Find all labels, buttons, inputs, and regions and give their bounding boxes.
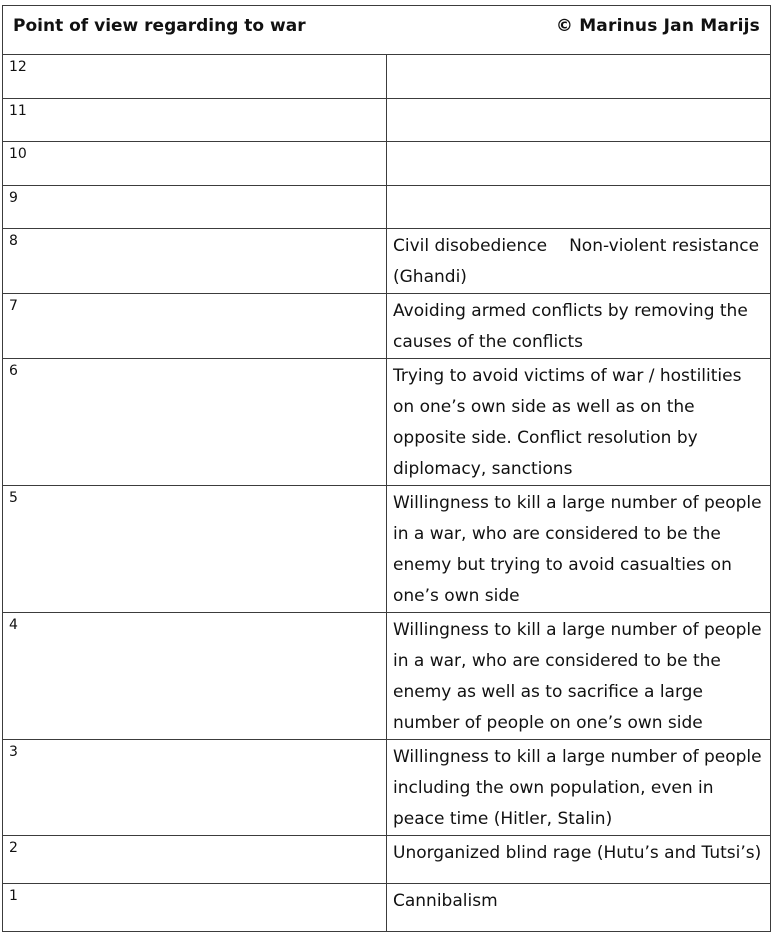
level-description-part2: Non-violent resistance (Ghandi) xyxy=(393,236,760,287)
level-number: 1 xyxy=(3,884,387,932)
document xyxy=(2,5,771,932)
level-description: Trying to avoid victims of war / hostilities on one’s own side as well as on the opposite side. Conflict resolution by diplomacy, sanctions xyxy=(387,359,771,486)
level-number: 4 xyxy=(3,613,387,740)
level-number: 10 xyxy=(3,142,387,186)
level-description: Cannibalism xyxy=(387,884,771,932)
table-row xyxy=(3,884,771,932)
table-row xyxy=(3,613,771,740)
war-viewpoint-table xyxy=(2,5,771,932)
level-description xyxy=(387,99,771,142)
level-number: 9 xyxy=(3,186,387,229)
level-number: 5 xyxy=(3,486,387,613)
level-description: Willingness to kill a large number of people in a war, who are considered to be the enemy but trying to avoid casualties on one’s own side xyxy=(387,486,771,613)
table-title: Point of view regarding to war xyxy=(13,16,306,36)
table-row xyxy=(3,359,771,486)
table-row xyxy=(3,99,771,142)
level-number: 6 xyxy=(3,359,387,486)
level-description xyxy=(387,142,771,186)
level-description-part1: Civil disobedience xyxy=(393,236,548,256)
level-number: 7 xyxy=(3,294,387,359)
level-number: 11 xyxy=(3,99,387,142)
level-description xyxy=(387,55,771,99)
level-description: Unorganized blind rage (Hutu’s and Tutsi’s) xyxy=(387,836,771,884)
level-number: 8 xyxy=(3,229,387,294)
table-row xyxy=(3,836,771,884)
level-description xyxy=(387,186,771,229)
level-description: Willingness to kill a large number of people including the own population, even in peace time (Hitler, Stalin) xyxy=(387,740,771,836)
table-row xyxy=(3,55,771,99)
level-description xyxy=(387,229,771,294)
level-description: Willingness to kill a large number of people in a war, who are considered to be the enemy as well as to sacrifice a large number of people on one’s own side xyxy=(387,613,771,740)
table-row xyxy=(3,229,771,294)
header-cell xyxy=(3,6,771,55)
table-row xyxy=(3,186,771,229)
level-number: 3 xyxy=(3,740,387,836)
copyright-notice: © Marinus Jan Marijs xyxy=(555,16,760,36)
header-row xyxy=(3,6,771,55)
table-row xyxy=(3,740,771,836)
level-number: 12 xyxy=(3,55,387,99)
table-row xyxy=(3,294,771,359)
level-description: Avoiding armed conflicts by removing the causes of the conflicts xyxy=(387,294,771,359)
table-row xyxy=(3,142,771,186)
level-number: 2 xyxy=(3,836,387,884)
table-row xyxy=(3,486,771,613)
